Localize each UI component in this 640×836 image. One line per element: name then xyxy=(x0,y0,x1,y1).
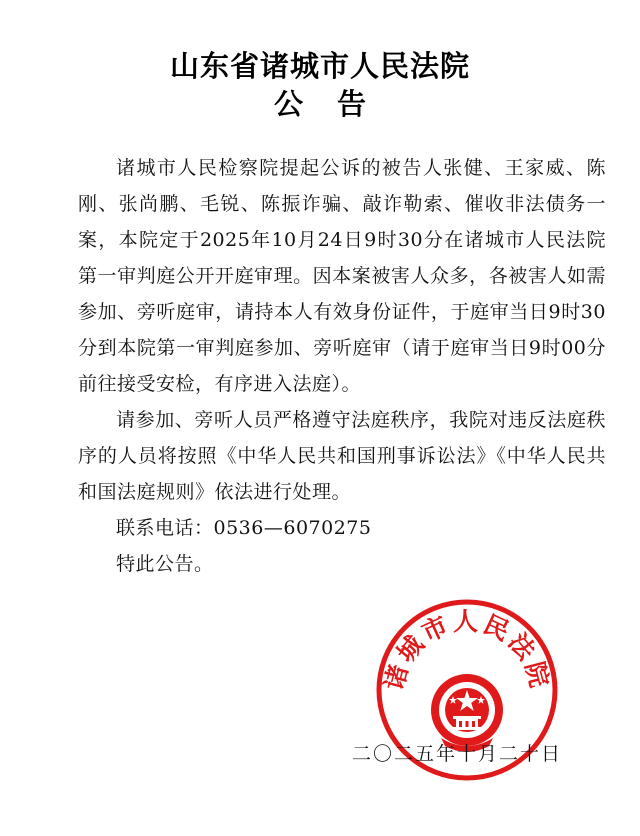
court-name-title: 山东省诸城市人民法院 xyxy=(169,49,470,83)
paragraph-court-order: 请参加、旁听人员严格遵守法庭秩序，我院对违反法庭秩序的人员将按照《中华人民共和国刑事诉讼法》《中华人民共和国法庭规则》依法进行处理。 xyxy=(78,409,606,503)
paragraph-hearing-schedule: 诸城市人民检察院提起公诉的被告人张健、王家威、陈刚、张尚鹏、毛锐、陈振诈骗、敲诈勒索、催收非法债务一案，本院定于2025年10月24日9时30分在诸城市人民法院第一审判庭公开开庭审理。因本案被害人众多，各被害人如需参加、旁听庭审，请持本人有效身份证件，于庭审当日9时30分到本院第一审判庭参加、旁听庭审（请于庭审当日9时00分前往接受安检，有序进入法庭）。 xyxy=(78,157,606,395)
closing-statement: 特此公告。 xyxy=(116,553,214,575)
national-emblem-icon xyxy=(431,674,503,752)
notice-heading: 公告 xyxy=(273,87,400,121)
contact-phone: 联系电话：0536—6070275 xyxy=(116,517,372,539)
notice-body xyxy=(78,150,606,582)
seal-text: 诸城市人民法院 xyxy=(379,607,555,694)
issue-date: 二〇二五年十月二十日 xyxy=(352,743,563,765)
